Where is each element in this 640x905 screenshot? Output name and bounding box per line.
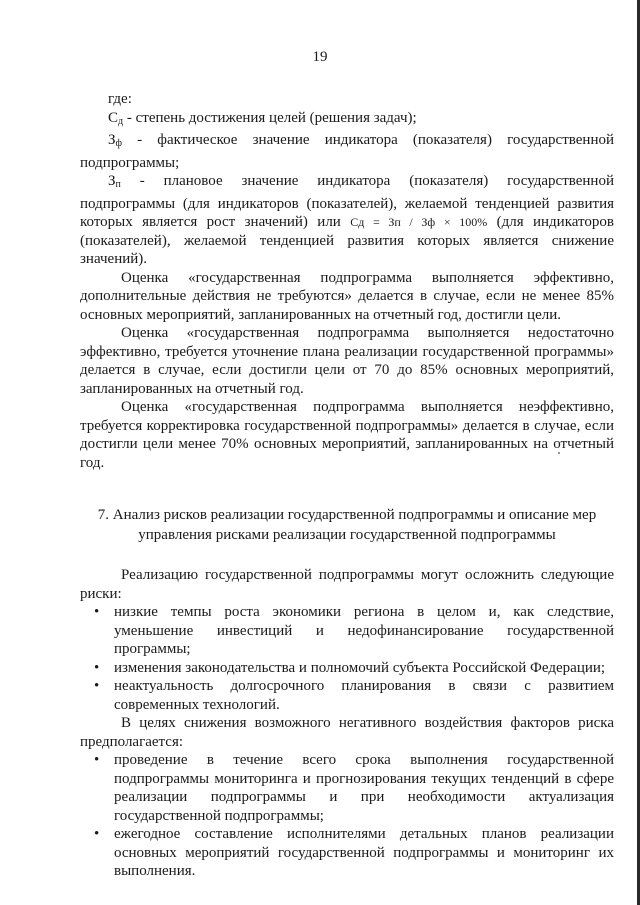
zp-definition-part1: - плановое значение индикатора (показателя) государственной подпрограммы (для индикаторов (показателей), желаемой тенденцией развития которых является рост значений) или: [80, 173, 614, 230]
measures-list: [80, 751, 614, 881]
risks-intro: Реализацию государственной подпрограммы могут осложнить следующие риски:: [80, 567, 614, 602]
risk-item: • низкие темпы роста экономики региона в целом и, как следствие, уменьшение инвестиций и недофинансирование государственной программы;: [114, 603, 614, 659]
where-label: где:: [108, 91, 132, 107]
measures-intro: В целях снижения возможного негативного воздействия факторов риска предполагается:: [80, 715, 614, 750]
zf-subscript: ф: [115, 138, 122, 149]
cd-definition: - степень достижения целей (решения задач);: [123, 109, 417, 126]
definition-zp: [80, 172, 614, 269]
measure-item: • проведение в течение всего срока выполнения государственной подпрограммы мониторинга и прогнозирования текущих тенденций в сфере реализации подпрограммы и при необходимости актуализация государственной подпрограммы;: [114, 751, 614, 825]
assessment-ineffective: Оценка «государственная подпрограмма выполняется неэффективно, требуется корректировка государственной подпрограммы» делается в случае, если достигли цели менее 70% основных мероприятий, запланированных на отчетный год.: [80, 399, 614, 471]
zf-definition: - фактическое значение индикатора (показателя) государственной подпрограммы;: [80, 132, 614, 171]
risks-list: [80, 603, 614, 714]
zp-subscript: п: [115, 179, 121, 190]
measure-item: • ежегодное составление исполнителями детальных планов реализации основных мероприятий государственной подпрограммы и мониторинг их выполнения.: [114, 825, 614, 881]
definition-zf: [80, 131, 614, 172]
cd-symbol: С: [108, 109, 119, 126]
zf-symbol: З: [108, 132, 116, 148]
zp-definition-part2: (для индикаторов (показателей), желаемой тенденцией развития которых является снижение значений).: [80, 214, 614, 267]
cd-subscript: д: [118, 115, 124, 127]
assessment-insufficient: Оценка «государственная подпрограмма выполняется недостаточно эффективно, требуется уточнение плана реализации государственной программы» делается в случае, если достигли цели от 70 до 85% основных мероприятий, запланированных на отчетный год.: [80, 325, 614, 397]
scan-speck: [558, 452, 560, 454]
zp-symbol: З: [108, 173, 116, 189]
definition-cd: [80, 109, 614, 132]
assessment-effective: Оценка «государственная подпрограмма выполняется эффективно, дополнительные действия не требуются» делается в случае, если не менее 85% основных мероприятий, запланированных на отчетный год, достигли цели.: [80, 269, 614, 323]
section-heading: 7. Анализ рисков реализации государственной подпрограммы и описание мер управления рисками реализации государственной подпрограммы: [97, 507, 597, 543]
risk-item: • неактуальность долгосрочного планирования в связи с развитием современных технологий.: [114, 677, 614, 714]
risk-item: • изменения законодательства и полномочий субъекта Российской Федерации;: [114, 659, 614, 678]
page-content: [80, 90, 614, 881]
achievement-formula: Сд = Зп / Зф × 100%: [350, 215, 488, 229]
page-number: 19: [312, 49, 328, 65]
